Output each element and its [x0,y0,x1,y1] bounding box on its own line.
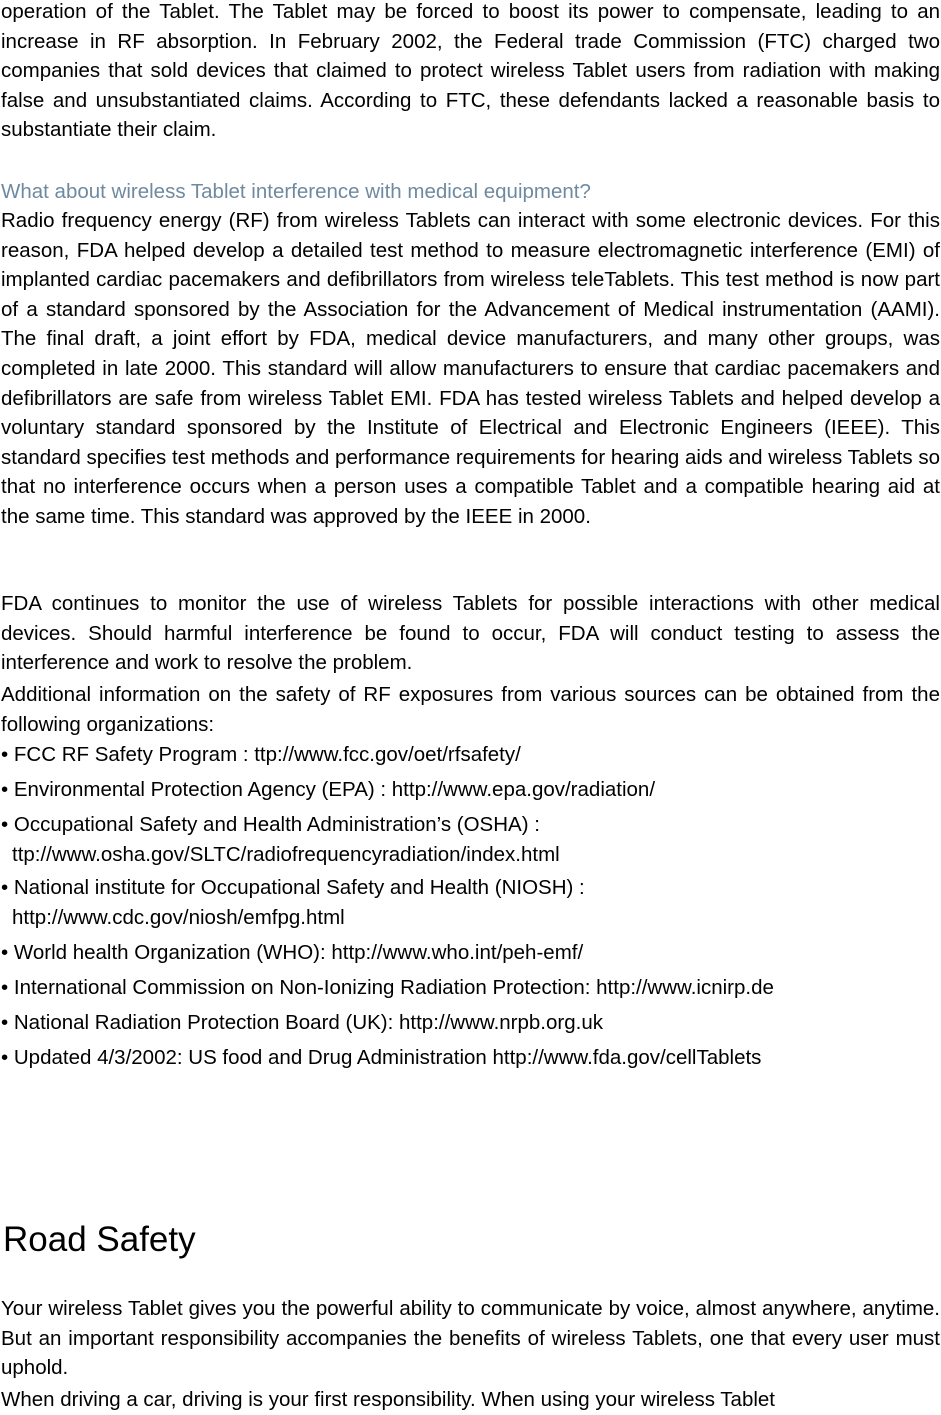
list-item [1,810,940,869]
list-item [1,1043,940,1073]
paragraph-road-safety-intro: Your wireless Tablet gives you the powerful ability to communicate by voice, almost anywhere, anytime. But an important responsibility accompanies the benefits of wireless Tablets, one that every user must uphold. [1,1297,940,1380]
paragraph-additional-info: Additional information on the safety of RF exposures from various sources can be obtained from the following organizations: [1,683,940,736]
list-item-text: • Occupational Safety and Health Administration’s (OSHA) : [1,813,540,837]
paragraph-rf-absorption: operation of the Tablet. The Tablet may be forced to boost its power to compensate, leading to an increase in RF absorption. In February 2002, the Federal trade Commission (FTC) charged two companies that sold devices that claimed to protect wireless Tablet users from radiation with making false and unsubstantiated claims. According to FTC, these defendants lacked a reasonable basis to substantiate their claim. [1,0,940,142]
list-item-continuation: ttp://www.osha.gov/SLTC/radiofrequencyradiation/index.html [12,842,560,866]
list-item-text: • National Radiation Protection Board (UK): http://www.nrpb.org.uk [1,1011,603,1035]
list-item-text: • Updated 4/3/2002: US food and Drug Administration http://www.fda.gov/cellTablets [1,1046,762,1070]
subheading-medical-interference: What about wireless Tablet interference with medical equipment? [1,180,591,203]
list-item-text: • FCC RF Safety Program : ttp://www.fcc.gov/oet/rfsafety/ [1,743,521,766]
paragraph-driving-responsibility: When driving a car, driving is your first responsibility. When using your wireless Tablet [1,1388,776,1411]
list-item [1,973,940,1003]
list-item [1,1008,940,1038]
list-item-text: • Environmental Protection Agency (EPA) : http://www.epa.gov/radiation/ [1,778,656,802]
list-item [1,938,940,968]
list-item [1,873,940,932]
paragraph-medical-interference: Radio frequency energy (RF) from wireless Tablets can interact with some electronic devices. For this reason, FDA helped develop a detailed test method to measure electromagnetic interference (EMI) of implanted cardiac pacemakers and defibrillators from wireless teleTablets. This test method is now part of a standard sponsored by the Association for the Advancement of Medical instrumentation (AAMI). The final draft, a joint effort by FDA, medical device manufacturers, and many other groups, was completed in late 2000. This standard will allow manufacturers to ensure that cardiac pacemakers and defibrillators are safe from wireless Tablet EMI. FDA has tested wireless Tablets and helped develop a voluntary standard sponsored by the Institute of Electrical and Electronic Engineers (IEEE). This standard specifies test methods and performance requirements for hearing aids and wireless Tablets so that no interference occurs when a person uses a compatible Tablet and a compatible hearing aid at the same time. This standard was approved by the IEEE in 2000. [1,209,940,528]
list-item-text: • National institute for Occupational Safety and Health (NIOSH) : [1,876,585,900]
list-item [1,775,940,805]
list-item-continuation: http://www.cdc.gov/niosh/emfpg.html [12,905,345,929]
organizations-list [1,740,940,1073]
list-item [1,740,940,770]
section-title-road-safety: Road Safety [3,1220,196,1259]
list-item-text: • World health Organization (WHO): http://www.who.int/peh-emf/ [1,941,584,965]
paragraph-fda-monitoring: FDA continues to monitor the use of wireless Tablets for possible interactions with other medical devices. Should harmful interference be found to occur, FDA will conduct testing to assess the interference and work to resolve the problem. [1,592,940,675]
list-item-text: • International Commission on Non-Ionizing Radiation Protection: http://www.icnirp.de [1,976,774,1000]
